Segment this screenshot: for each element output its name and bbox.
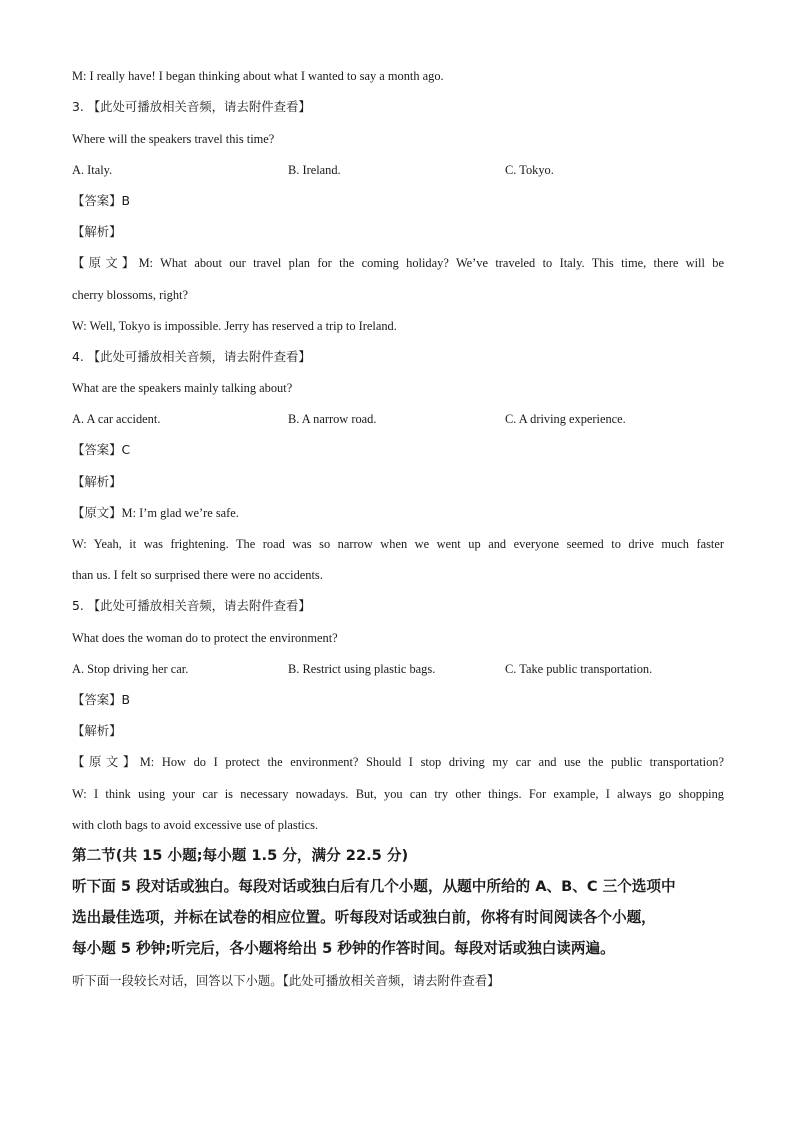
option-c: C. A driving experience. xyxy=(505,412,626,426)
question-4-text: What are the speakers mainly talking about? xyxy=(72,381,293,395)
transcript-line: 【原文】M: How do I protect the environment? Should I stop driving my car and use the public transportation? xyxy=(72,755,724,769)
transcript-line: W: Well, Tokyo is impossible. Jerry has reserved a trip to Ireland. xyxy=(72,319,397,333)
answer-label: 【答案】B xyxy=(72,193,131,208)
section-2-instructions: 每小题 5 秒钟;听完后，各小题将给出 5 秒钟的作答时间。每段对话或独白读两遍。 xyxy=(72,940,615,957)
option-a: A. Italy. xyxy=(72,163,113,177)
analysis-label: 【解析】 xyxy=(72,224,122,239)
answer-label: 【答案】C xyxy=(72,442,131,457)
option-c: C. Take public transportation. xyxy=(505,662,653,676)
dialogue-line: M: I really have! I began thinking about what I wanted to say a month ago. xyxy=(72,69,444,83)
answer-label: 【答案】B xyxy=(72,692,131,707)
transcript-line: than us. I felt so surprised there were no accidents. xyxy=(72,568,323,582)
question-4-heading: 4. 【此处可播放相关音频，请去附件查看】 xyxy=(72,349,311,364)
option-b: B. A narrow road. xyxy=(288,412,377,426)
analysis-label: 【解析】 xyxy=(72,723,122,738)
section-2-instructions: 听下面 5 段对话或独白。每段对话或独白后有几个小题，从题中所给的 A、B、C 三个选项中 xyxy=(72,878,676,895)
option-a: A. Stop driving her car. xyxy=(72,662,189,676)
question-5-heading: 5. 【此处可播放相关音频，请去附件查看】 xyxy=(72,598,311,613)
transcript-line: 【原文】M: What about our travel plan for the coming holiday? We’ve traveled to Italy. This time, there will be xyxy=(72,256,724,270)
question-3-heading: 3. 【此处可播放相关音频，请去附件查看】 xyxy=(72,99,311,114)
transcript-line: W: I think using your car is necessary nowadays. But, you can try other things. For example, I always go shopping xyxy=(72,787,724,801)
analysis-label: 【解析】 xyxy=(72,474,122,489)
transcript-line: cherry blossoms, right? xyxy=(72,288,188,302)
question-3-text: Where will the speakers travel this time? xyxy=(72,132,275,146)
section-2-instructions: 选出最佳选项，并标在试卷的相应位置。听每段对话或独白前，你将有时间阅读各个小题， xyxy=(72,909,656,926)
question-5-text: What does the woman do to protect the environment? xyxy=(72,631,338,645)
transcript-line: W: Yeah, it was frightening. The road was so narrow when we went up and everyone seemed to drive much faster xyxy=(72,537,724,551)
transcript-line: 【原文】M: I’m glad we’re safe. xyxy=(72,506,239,520)
section-2-prompt: 听下面一段较长对话，回答以下小题。【此处可播放相关音频，请去附件查看】 xyxy=(72,973,500,988)
option-b: B. Ireland. xyxy=(288,163,341,177)
option-b: B. Restrict using plastic bags. xyxy=(288,662,436,676)
transcript-line: with cloth bags to avoid excessive use of plastics. xyxy=(72,818,319,832)
section-2-title: 第二节(共 15 小题;每小题 1.5 分，满分 22.5 分) xyxy=(72,847,409,864)
option-a: A. A car accident. xyxy=(72,412,161,426)
option-c: C. Tokyo. xyxy=(505,163,554,177)
